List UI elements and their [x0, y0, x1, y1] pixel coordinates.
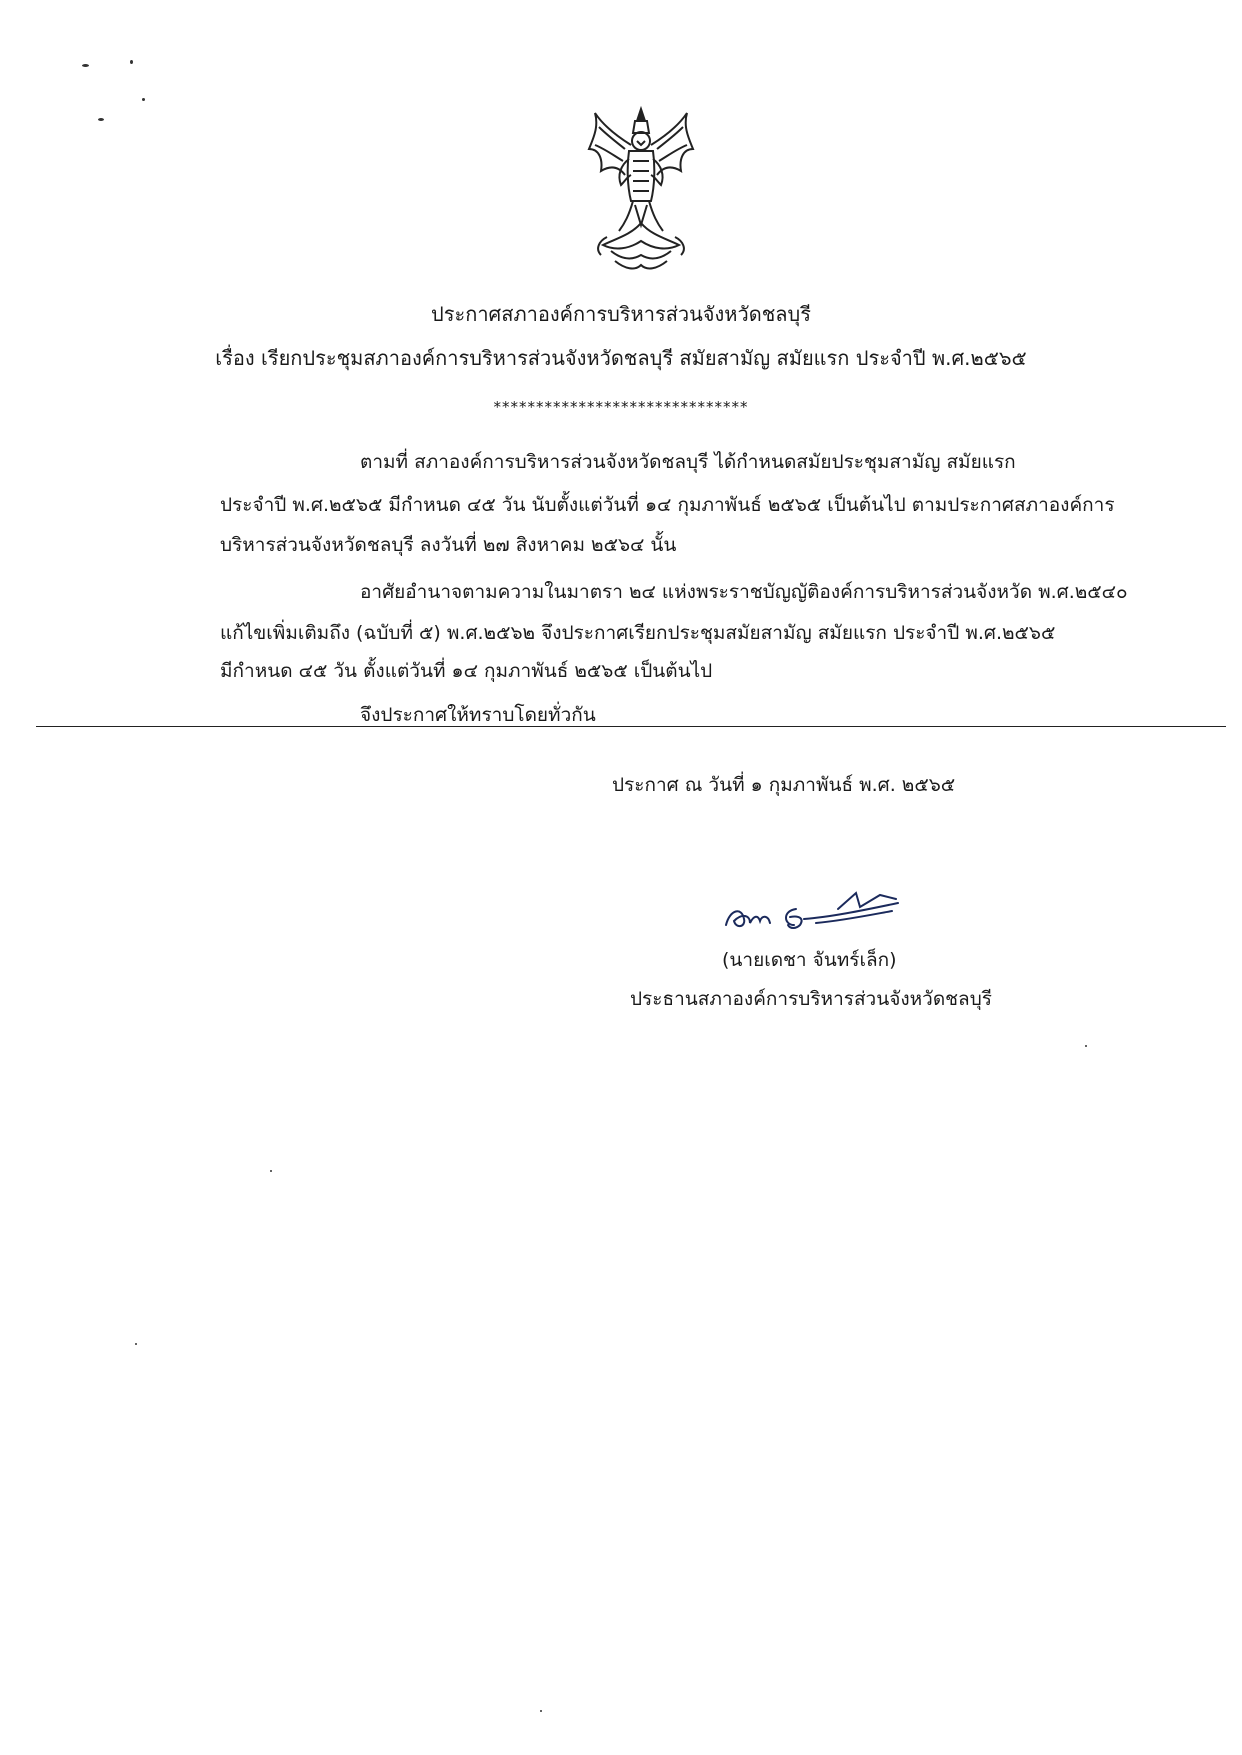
signature-image: [720, 885, 905, 940]
announcement-title: ประกาศสภาองค์การบริหารส่วนจังหวัดชลบุรี: [431, 302, 811, 326]
horizontal-rule: [36, 726, 1226, 727]
signatory-position: ประธานสภาองค์การบริหารส่วนจังหวัดชลบุรี: [630, 988, 992, 1010]
announcement-subject: เรื่อง เรียกประชุมสภาองค์การบริหารส่วนจังหวัดชลบุรี สมัยสามัญ สมัยแรก ประจำปี พ.ศ.๒๕๖๕: [215, 346, 1027, 370]
separator-line: ******************************: [493, 398, 749, 416]
scan-speck: [270, 1170, 272, 1172]
scan-speck: [130, 60, 133, 64]
signatory-name: (นายเดชา จันทร์เล็ก): [722, 949, 897, 971]
paragraph-2-line-1: อาศัยอำนาจตามความในมาตรา ๒๔ แห่งพระราชบัญญัติองค์การบริหารส่วนจังหวัด พ.ศ.๒๕๔๐: [360, 581, 1128, 603]
closing-statement: จึงประกาศให้ทราบโดยทั่วกัน: [360, 704, 596, 726]
paragraph-1-line-2: ประจำปี พ.ศ.๒๕๖๕ มีกำหนด ๔๕ วัน นับตั้งแต่วันที่ ๑๔ กุมภาพันธ์ ๒๕๖๕ เป็นต้นไป ตามประกาศสภาองค์การ: [220, 494, 1115, 516]
paragraph-2-line-2: แก้ไขเพิ่มเติมถึง (ฉบับที่ ๕) พ.ศ.๒๕๖๒ จึงประกาศเรียกประชุมสมัยสามัญ สมัยแรก ประจำปี พ.ศ.๒๕๖๕: [220, 622, 1056, 644]
paragraph-1-line-3: บริหารส่วนจังหวัดชลบุรี ลงวันที่ ๒๗ สิงหาคม ๒๕๖๔ นั้น: [220, 534, 677, 556]
scan-speck: [135, 1343, 137, 1345]
scan-speck: [1085, 1045, 1087, 1047]
garuda-emblem-icon: [585, 105, 697, 275]
scan-speck: [82, 64, 89, 67]
scan-speck: [540, 1710, 542, 1712]
paragraph-2-line-3: มีกำหนด ๔๕ วัน ตั้งแต่วันที่ ๑๔ กุมภาพันธ์ ๒๕๖๕ เป็นต้นไป: [220, 660, 713, 682]
paragraph-1-line-1: ตามที่ สภาองค์การบริหารส่วนจังหวัดชลบุรี ได้กำหนดสมัยประชุมสามัญ สมัยแรก: [360, 451, 1016, 473]
announcement-date: ประกาศ ณ วันที่ ๑ กุมภาพันธ์ พ.ศ. ๒๕๖๕: [612, 774, 956, 796]
scan-speck: [98, 118, 104, 121]
scan-speck: [142, 98, 145, 101]
